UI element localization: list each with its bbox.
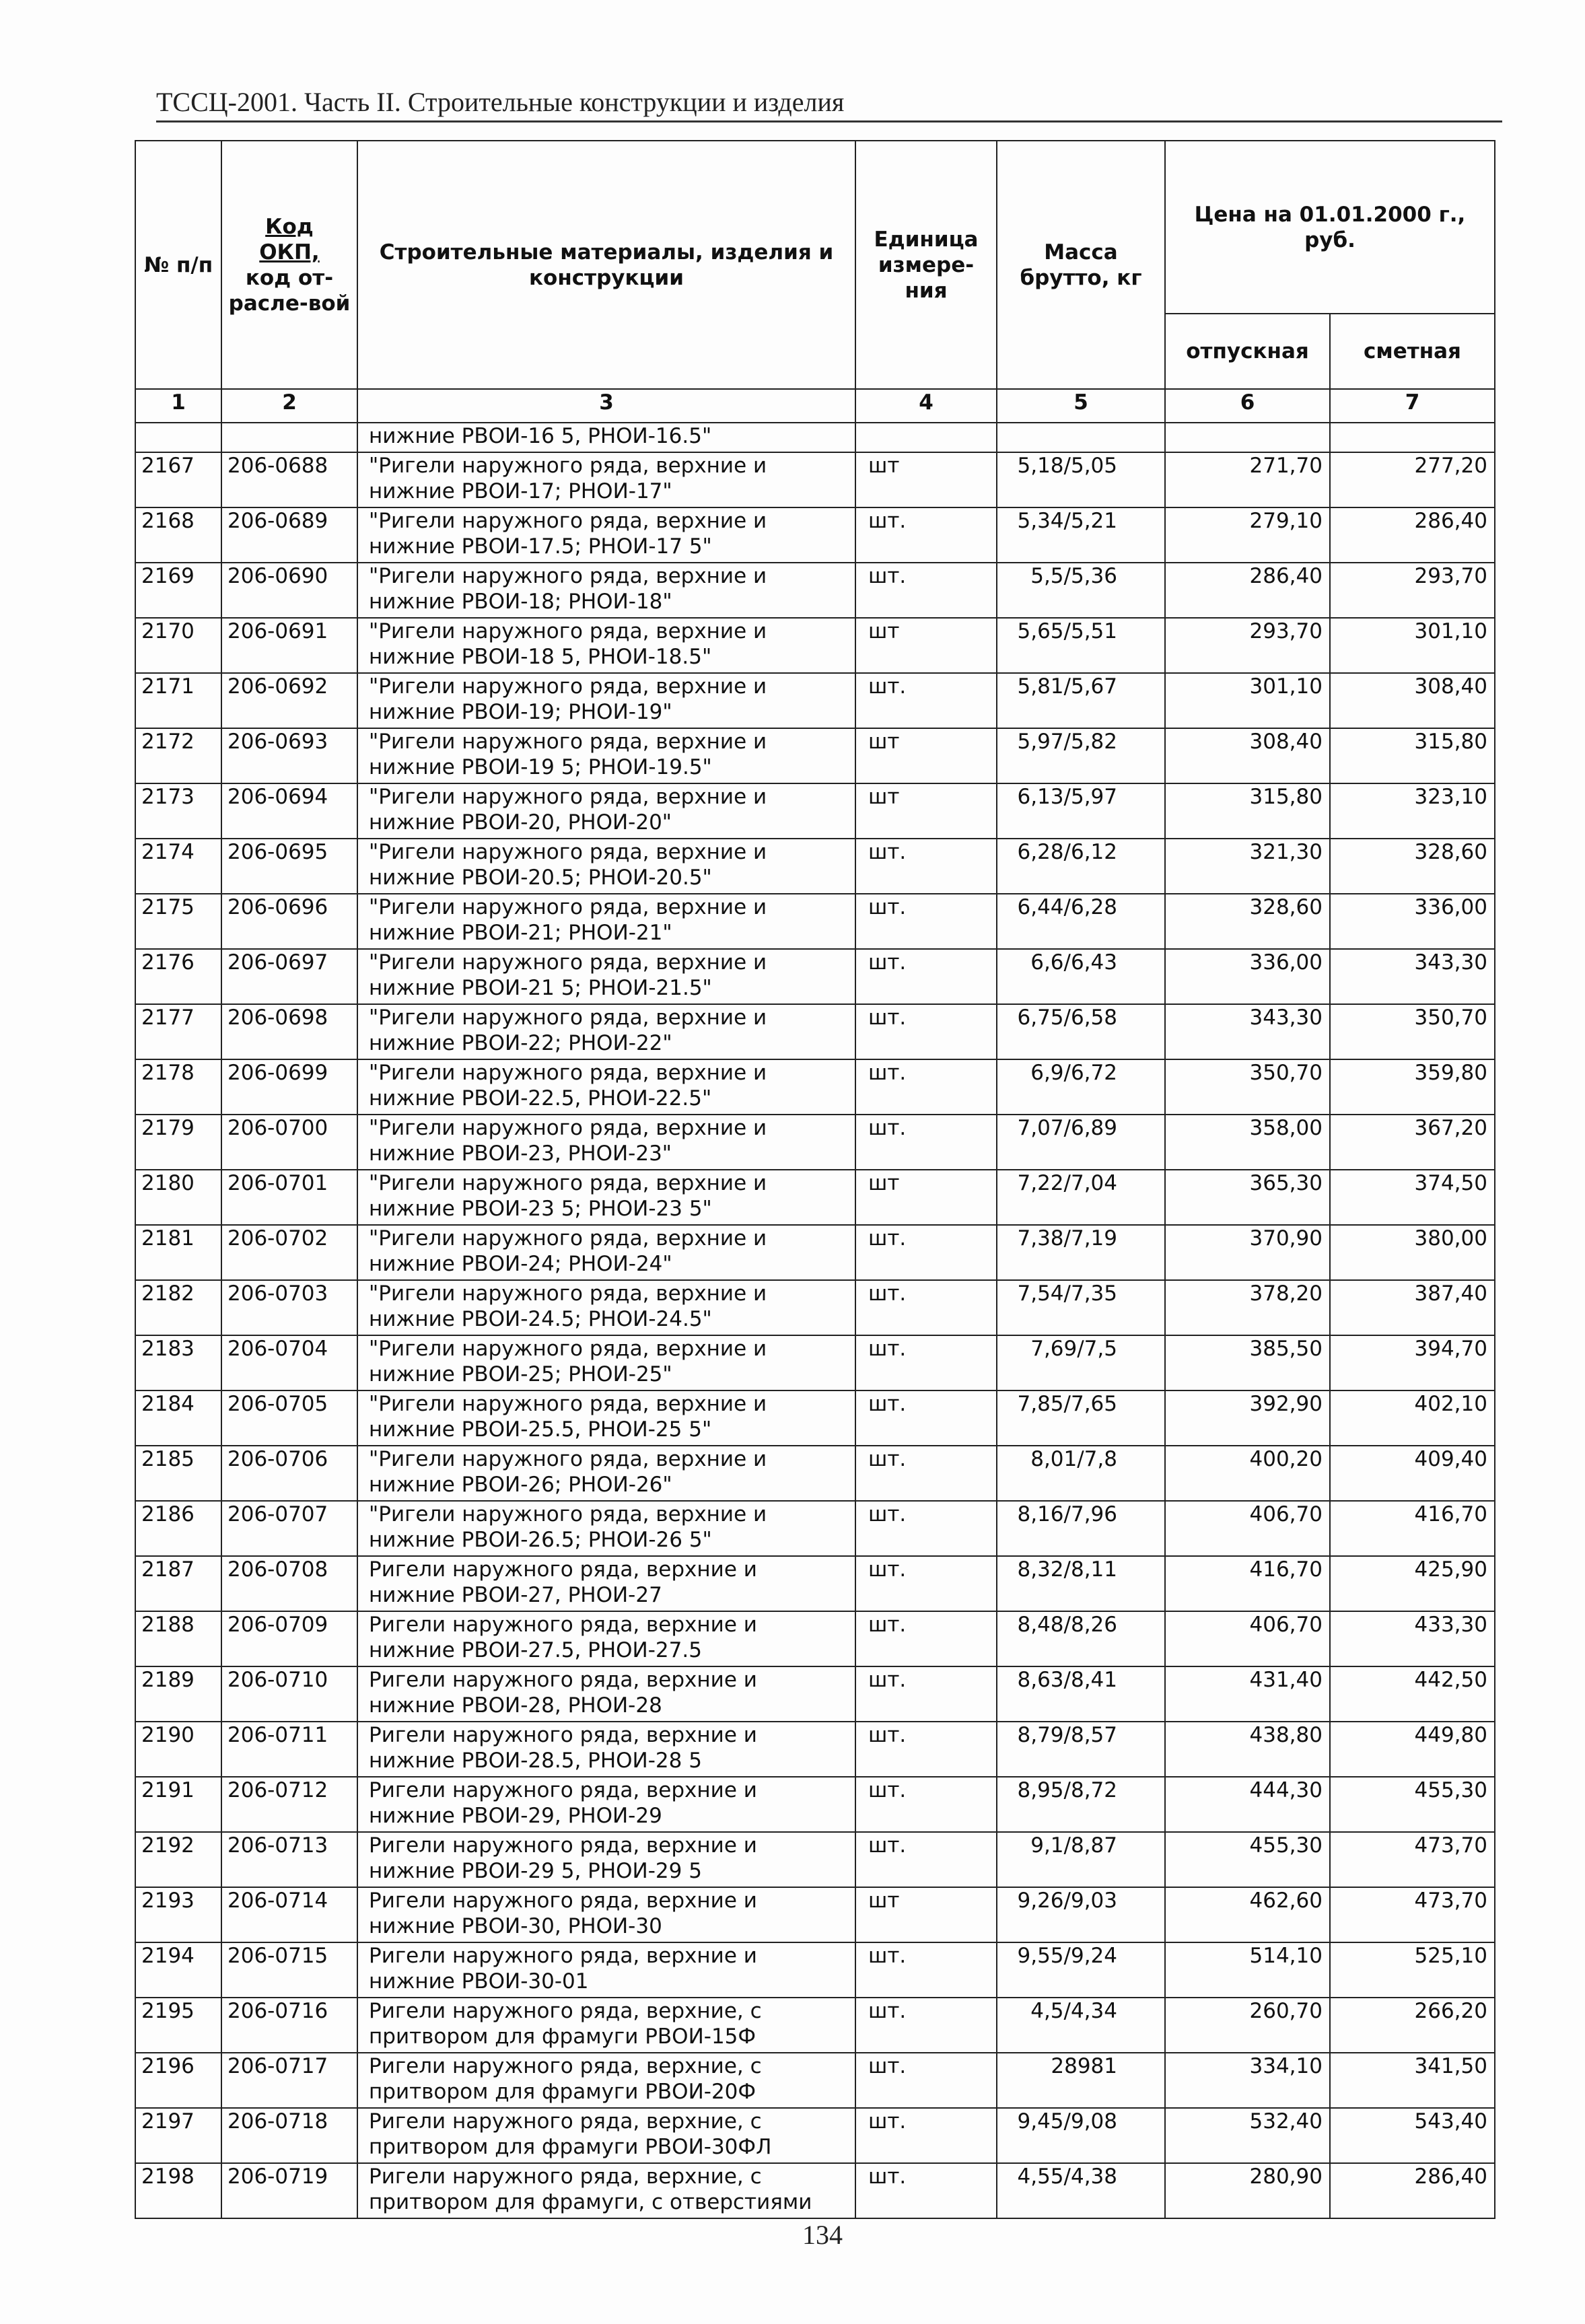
- row-unit: шт.: [855, 949, 997, 1004]
- row-number: 2193: [135, 1887, 221, 1942]
- table-row: [135, 1390, 1495, 1446]
- row-number: 2182: [135, 1280, 221, 1335]
- row-name: "Ригели наружного ряда, верхние и нижние РВОИ-19; РНОИ-19": [357, 673, 855, 728]
- header-price-release: отпускная: [1165, 314, 1330, 389]
- row-code: 206-0713: [221, 1832, 357, 1887]
- row-unit: шт.: [855, 2108, 997, 2163]
- table-row: [135, 1777, 1495, 1832]
- row-name: "Ригели наружного ряда, верхние и нижние РВОИ-24; РНОИ-24": [357, 1225, 855, 1280]
- row-unit: шт.: [855, 1059, 997, 1115]
- row-code: 206-0694: [221, 783, 357, 839]
- row-mass: 7,69/7,5: [997, 1335, 1165, 1390]
- continuation-text: нижние РВОИ-16 5, РНОИ-16.5": [357, 423, 855, 452]
- row-code: 206-0707: [221, 1501, 357, 1556]
- row-unit: шт: [855, 783, 997, 839]
- row-price-estimate: 308,40: [1330, 673, 1495, 728]
- row-price-estimate: 449,80: [1330, 1722, 1495, 1777]
- header-price: Цена на 01.01.2000 г., руб.: [1165, 141, 1495, 314]
- row-name: "Ригели наружного ряда, верхние и нижние РВОИ-21; РНОИ-21": [357, 894, 855, 949]
- row-code: 206-0708: [221, 1556, 357, 1611]
- row-mass: 9,26/9,03: [997, 1887, 1165, 1942]
- table-row: [135, 1887, 1495, 1942]
- row-price-release: 378,20: [1165, 1280, 1330, 1335]
- row-price-release: 532,40: [1165, 2108, 1330, 2163]
- row-code: 206-0716: [221, 1998, 357, 2053]
- row-price-estimate: 315,80: [1330, 728, 1495, 783]
- column-number: 7: [1330, 389, 1495, 423]
- row-code: 206-0704: [221, 1335, 357, 1390]
- row-unit: шт.: [855, 1115, 997, 1170]
- row-price-estimate: 380,00: [1330, 1225, 1495, 1280]
- table-row: [135, 894, 1495, 949]
- row-price-release: 336,00: [1165, 949, 1330, 1004]
- row-number: 2186: [135, 1501, 221, 1556]
- row-price-estimate: 473,70: [1330, 1887, 1495, 1942]
- row-number: 2197: [135, 2108, 221, 2163]
- row-mass: 6,6/6,43: [997, 949, 1165, 1004]
- row-mass: 6,13/5,97: [997, 783, 1165, 839]
- row-price-estimate: 455,30: [1330, 1777, 1495, 1832]
- row-unit: шт.: [855, 1390, 997, 1446]
- row-price-estimate: 394,70: [1330, 1335, 1495, 1390]
- row-mass: 7,38/7,19: [997, 1225, 1165, 1280]
- row-mass: 5,34/5,21: [997, 507, 1165, 563]
- row-unit: шт.: [855, 507, 997, 563]
- row-mass: 6,28/6,12: [997, 839, 1165, 894]
- row-price-estimate: 341,50: [1330, 2053, 1495, 2108]
- row-code: 206-0693: [221, 728, 357, 783]
- row-price-release: 385,50: [1165, 1335, 1330, 1390]
- row-code: 206-0688: [221, 452, 357, 507]
- row-number: 2187: [135, 1556, 221, 1611]
- table-row: [135, 839, 1495, 894]
- row-code: 206-0695: [221, 839, 357, 894]
- column-number: 3: [357, 389, 855, 423]
- column-number: 2: [221, 389, 357, 423]
- row-price-estimate: 374,50: [1330, 1170, 1495, 1225]
- row-unit: шт.: [855, 839, 997, 894]
- row-price-release: 431,40: [1165, 1666, 1330, 1722]
- header-no: № п/п: [135, 141, 221, 389]
- row-mass: 8,63/8,41: [997, 1666, 1165, 1722]
- row-code: 206-0697: [221, 949, 357, 1004]
- row-number: 2190: [135, 1722, 221, 1777]
- row-price-release: 370,90: [1165, 1225, 1330, 1280]
- row-unit: шт: [855, 1170, 997, 1225]
- row-price-release: 343,30: [1165, 1004, 1330, 1059]
- row-name: "Ригели наружного ряда, верхние и нижние РВОИ-25.5, РНОИ-25 5": [357, 1390, 855, 1446]
- row-number: 2185: [135, 1446, 221, 1501]
- table-row: [135, 783, 1495, 839]
- row-unit: шт.: [855, 1446, 997, 1501]
- row-code: 206-0692: [221, 673, 357, 728]
- row-number: 2180: [135, 1170, 221, 1225]
- row-name: "Ригели наружного ряда, верхние и нижние РВОИ-18 5, РНОИ-18.5": [357, 618, 855, 673]
- row-price-estimate: 525,10: [1330, 1942, 1495, 1998]
- row-number: 2181: [135, 1225, 221, 1280]
- row-unit: шт.: [855, 1777, 997, 1832]
- row-name: Ригели наружного ряда, верхние, с притвором для фрамуги РВОИ-15Ф: [357, 1998, 855, 2053]
- row-price-estimate: 336,00: [1330, 894, 1495, 949]
- row-mass: 9,45/9,08: [997, 2108, 1165, 2163]
- header-unit: Единица измере-ния: [855, 141, 997, 389]
- table-row: [135, 1225, 1495, 1280]
- row-number: 2168: [135, 507, 221, 563]
- row-price-estimate: 301,10: [1330, 618, 1495, 673]
- row-price-estimate: 409,40: [1330, 1446, 1495, 1501]
- row-mass: 7,85/7,65: [997, 1390, 1165, 1446]
- row-number: 2176: [135, 949, 221, 1004]
- row-price-release: 271,70: [1165, 452, 1330, 507]
- row-code: 206-0698: [221, 1004, 357, 1059]
- row-code: 206-0711: [221, 1722, 357, 1777]
- row-unit: шт.: [855, 1280, 997, 1335]
- table-row: [135, 1059, 1495, 1115]
- row-price-release: 462,60: [1165, 1887, 1330, 1942]
- row-price-release: 315,80: [1165, 783, 1330, 839]
- row-number: 2192: [135, 1832, 221, 1887]
- row-number: 2170: [135, 618, 221, 673]
- row-mass: 8,16/7,96: [997, 1501, 1165, 1556]
- row-price-estimate: 387,40: [1330, 1280, 1495, 1335]
- row-unit: шт.: [855, 1666, 997, 1722]
- row-unit: шт.: [855, 1501, 997, 1556]
- row-name: Ригели наружного ряда, верхние, с притвором для фрамуги РВОИ-30ФЛ: [357, 2108, 855, 2163]
- column-number: 5: [997, 389, 1165, 423]
- row-price-release: 358,00: [1165, 1115, 1330, 1170]
- row-price-estimate: 328,60: [1330, 839, 1495, 894]
- row-name: "Ригели наружного ряда, верхние и нижние РВОИ-17; РНОИ-17": [357, 452, 855, 507]
- row-code: 206-0690: [221, 563, 357, 618]
- row-number: 2173: [135, 783, 221, 839]
- row-name: "Ригели наружного ряда, верхние и нижние РВОИ-26.5; РНОИ-26 5": [357, 1501, 855, 1556]
- row-name: Ригели наружного ряда, верхние и нижние РВОИ-28, РНОИ-28: [357, 1666, 855, 1722]
- table-row: [135, 507, 1495, 563]
- row-unit: шт.: [855, 1722, 997, 1777]
- row-price-release: 301,10: [1165, 673, 1330, 728]
- row-code: 206-0709: [221, 1611, 357, 1666]
- row-code: 206-0719: [221, 2163, 357, 2218]
- row-code: 206-0710: [221, 1666, 357, 1722]
- row-code: 206-0703: [221, 1280, 357, 1335]
- row-price-estimate: 473,70: [1330, 1832, 1495, 1887]
- row-name: "Ригели наружного ряда, верхние и нижние РВОИ-22.5, РНОИ-22.5": [357, 1059, 855, 1115]
- row-price-release: 328,60: [1165, 894, 1330, 949]
- row-code: 206-0712: [221, 1777, 357, 1832]
- row-price-release: 293,70: [1165, 618, 1330, 673]
- row-number: 2177: [135, 1004, 221, 1059]
- table-row: [135, 1722, 1495, 1777]
- row-number: 2172: [135, 728, 221, 783]
- row-price-estimate: 416,70: [1330, 1501, 1495, 1556]
- row-name: "Ригели наружного ряда, верхние и нижние РВОИ-24.5; РНОИ-24.5": [357, 1280, 855, 1335]
- row-price-estimate: 543,40: [1330, 2108, 1495, 2163]
- row-price-estimate: 367,20: [1330, 1115, 1495, 1170]
- row-price-estimate: 343,30: [1330, 949, 1495, 1004]
- row-code: 206-0701: [221, 1170, 357, 1225]
- row-price-release: 280,90: [1165, 2163, 1330, 2218]
- row-mass: 8,01/7,8: [997, 1446, 1165, 1501]
- table-row: [135, 1115, 1495, 1170]
- row-price-release: 400,20: [1165, 1446, 1330, 1501]
- column-number-row: [135, 389, 1495, 423]
- row-unit: шт.: [855, 563, 997, 618]
- row-mass: 8,79/8,57: [997, 1722, 1165, 1777]
- row-mass: 9,55/9,24: [997, 1942, 1165, 1998]
- row-name: "Ригели наружного ряда, верхние и нижние РВОИ-21 5; РНОИ-21.5": [357, 949, 855, 1004]
- row-name: Ригели наружного ряда, верхние и нижние РВОИ-29, РНОИ-29: [357, 1777, 855, 1832]
- row-unit: шт.: [855, 1004, 997, 1059]
- row-number: 2183: [135, 1335, 221, 1390]
- row-unit: шт.: [855, 1942, 997, 1998]
- row-name: Ригели наружного ряда, верхние, с притвором для фрамуги, с отверстиями: [357, 2163, 855, 2218]
- row-price-estimate: 323,10: [1330, 783, 1495, 839]
- row-number: 2178: [135, 1059, 221, 1115]
- table-row: [135, 563, 1495, 618]
- row-name: Ригели наружного ряда, верхние и нижние РВОИ-27.5, РНОИ-27.5: [357, 1611, 855, 1666]
- table-row: [135, 2163, 1495, 2218]
- row-unit: шт.: [855, 1556, 997, 1611]
- row-mass: 8,95/8,72: [997, 1777, 1165, 1832]
- header-code-line1: Код: [265, 214, 314, 239]
- row-price-estimate: 433,30: [1330, 1611, 1495, 1666]
- row-price-release: 365,30: [1165, 1170, 1330, 1225]
- header-code: [221, 141, 357, 389]
- row-price-estimate: 277,20: [1330, 452, 1495, 507]
- row-mass: 4,55/4,38: [997, 2163, 1165, 2218]
- table-row: [135, 1666, 1495, 1722]
- row-number: 2179: [135, 1115, 221, 1170]
- row-price-release: 438,80: [1165, 1722, 1330, 1777]
- row-number: 2194: [135, 1942, 221, 1998]
- row-unit: шт: [855, 618, 997, 673]
- row-mass: 6,44/6,28: [997, 894, 1165, 949]
- page-header: ТССЦ-2001. Часть II. Строительные конструкции и изделия: [156, 86, 1502, 122]
- row-price-release: 350,70: [1165, 1059, 1330, 1115]
- row-name: Ригели наружного ряда, верхние и нижние РВОИ-27, РНОИ-27: [357, 1556, 855, 1611]
- page-number: 134: [802, 2220, 843, 2250]
- table-row: [135, 1611, 1495, 1666]
- row-name: "Ригели наружного ряда, верхние и нижние РВОИ-23 5; РНОИ-23 5": [357, 1170, 855, 1225]
- row-name: "Ригели наружного ряда, верхние и нижние РВОИ-20, РНОИ-20": [357, 783, 855, 839]
- row-mass: 5,18/5,05: [997, 452, 1165, 507]
- row-name: "Ригели наружного ряда, верхние и нижние РВОИ-25; РНОИ-25": [357, 1335, 855, 1390]
- row-name: "Ригели наружного ряда, верхние и нижние РВОИ-26; РНОИ-26": [357, 1446, 855, 1501]
- row-name: "Ригели наружного ряда, верхние и нижние РВОИ-18; РНОИ-18": [357, 563, 855, 618]
- header-name: Строительные материалы, изделия и конструкции: [357, 141, 855, 389]
- row-price-estimate: 442,50: [1330, 1666, 1495, 1722]
- row-price-estimate: 286,40: [1330, 507, 1495, 563]
- row-unit: шт.: [855, 2053, 997, 2108]
- row-number: 2167: [135, 452, 221, 507]
- row-unit: шт.: [855, 1611, 997, 1666]
- row-code: 206-0700: [221, 1115, 357, 1170]
- table-row: [135, 1942, 1495, 1998]
- column-number: 6: [1165, 389, 1330, 423]
- row-price-estimate: 402,10: [1330, 1390, 1495, 1446]
- row-mass: 8,32/8,11: [997, 1556, 1165, 1611]
- row-mass: 5,5/5,36: [997, 563, 1165, 618]
- row-code: 206-0696: [221, 894, 357, 949]
- row-mass: 28981: [997, 2053, 1165, 2108]
- row-mass: 5,65/5,51: [997, 618, 1165, 673]
- row-price-release: 286,40: [1165, 563, 1330, 618]
- row-price-release: 279,10: [1165, 507, 1330, 563]
- price-table: [135, 140, 1495, 2219]
- row-name: "Ригели наружного ряда, верхние и нижние РВОИ-20.5; РНОИ-20.5": [357, 839, 855, 894]
- row-price-estimate: 425,90: [1330, 1556, 1495, 1611]
- row-mass: 6,9/6,72: [997, 1059, 1165, 1115]
- row-unit: шт.: [855, 2163, 997, 2218]
- row-code: 206-0706: [221, 1446, 357, 1501]
- row-mass: 8,48/8,26: [997, 1611, 1165, 1666]
- row-price-release: 406,70: [1165, 1611, 1330, 1666]
- table-row: [135, 1335, 1495, 1390]
- row-name: Ригели наружного ряда, верхние и нижние РВОИ-30, РНОИ-30: [357, 1887, 855, 1942]
- table-row: [135, 2053, 1495, 2108]
- row-price-release: 321,30: [1165, 839, 1330, 894]
- row-name: Ригели наружного ряда, верхние, с притвором для фрамуги РВОИ-20Ф: [357, 2053, 855, 2108]
- row-number: 2174: [135, 839, 221, 894]
- row-number: 2184: [135, 1390, 221, 1446]
- row-price-release: 392,90: [1165, 1390, 1330, 1446]
- row-price-release: 444,30: [1165, 1777, 1330, 1832]
- table-row: [135, 452, 1495, 507]
- row-code: 206-0715: [221, 1942, 357, 1998]
- header-code-line2: ОКП,: [259, 240, 320, 265]
- row-unit: шт: [855, 728, 997, 783]
- table-row: [135, 949, 1495, 1004]
- table-row: [135, 2108, 1495, 2163]
- row-name: Ригели наружного ряда, верхние и нижние РВОИ-30-01: [357, 1942, 855, 1998]
- column-number: 4: [855, 389, 997, 423]
- row-price-release: 308,40: [1165, 728, 1330, 783]
- row-name: Ригели наружного ряда, верхние и нижние РВОИ-28.5, РНОИ-28 5: [357, 1722, 855, 1777]
- header-mass: Масса брутто, кг: [997, 141, 1165, 389]
- row-number: 2169: [135, 563, 221, 618]
- row-unit: шт: [855, 1887, 997, 1942]
- row-price-release: 334,10: [1165, 2053, 1330, 2108]
- row-name: Ригели наружного ряда, верхние и нижние РВОИ-29 5, РНОИ-29 5: [357, 1832, 855, 1887]
- row-price-estimate: 293,70: [1330, 563, 1495, 618]
- row-number: 2198: [135, 2163, 221, 2218]
- row-mass: 7,07/6,89: [997, 1115, 1165, 1170]
- row-name: "Ригели наружного ряда, верхние и нижние РВОИ-17.5; РНОИ-17 5": [357, 507, 855, 563]
- table-row: [135, 618, 1495, 673]
- table-row: [135, 1501, 1495, 1556]
- row-price-estimate: 266,20: [1330, 1998, 1495, 2053]
- row-code: 206-0705: [221, 1390, 357, 1446]
- row-mass: 7,54/7,35: [997, 1280, 1165, 1335]
- row-unit: шт.: [855, 1335, 997, 1390]
- row-price-release: 260,70: [1165, 1998, 1330, 2053]
- table-row: [135, 1004, 1495, 1059]
- row-code: 206-0702: [221, 1225, 357, 1280]
- table-row: [135, 1998, 1495, 2053]
- row-price-release: 455,30: [1165, 1832, 1330, 1887]
- row-price-release: 416,70: [1165, 1556, 1330, 1611]
- row-unit: шт.: [855, 1998, 997, 2053]
- row-code: 206-0718: [221, 2108, 357, 2163]
- row-code: 206-0691: [221, 618, 357, 673]
- row-price-estimate: 359,80: [1330, 1059, 1495, 1115]
- row-unit: шт.: [855, 894, 997, 949]
- column-number: 1: [135, 389, 221, 423]
- table-row: [135, 1446, 1495, 1501]
- row-unit: шт.: [855, 1832, 997, 1887]
- row-name: "Ригели наружного ряда, верхние и нижние РВОИ-23, РНОИ-23": [357, 1115, 855, 1170]
- row-mass: 7,22/7,04: [997, 1170, 1165, 1225]
- table-row: [135, 1170, 1495, 1225]
- row-unit: шт.: [855, 1225, 997, 1280]
- row-number: 2189: [135, 1666, 221, 1722]
- row-mass: 6,75/6,58: [997, 1004, 1165, 1059]
- row-number: 2171: [135, 673, 221, 728]
- row-number: 2196: [135, 2053, 221, 2108]
- row-name: "Ригели наружного ряда, верхние и нижние РВОИ-19 5; РНОИ-19.5": [357, 728, 855, 783]
- table-row: [135, 673, 1495, 728]
- row-price-estimate: 286,40: [1330, 2163, 1495, 2218]
- row-unit: шт.: [855, 673, 997, 728]
- row-number: 2188: [135, 1611, 221, 1666]
- row-price-release: 406,70: [1165, 1501, 1330, 1556]
- row-number: 2191: [135, 1777, 221, 1832]
- row-number: 2175: [135, 894, 221, 949]
- table-row: [135, 728, 1495, 783]
- row-mass: 5,81/5,67: [997, 673, 1165, 728]
- row-mass: 9,1/8,87: [997, 1832, 1165, 1887]
- row-unit: шт: [855, 452, 997, 507]
- row-price-estimate: 350,70: [1330, 1004, 1495, 1059]
- row-code: 206-0714: [221, 1887, 357, 1942]
- row-code: 206-0717: [221, 2053, 357, 2108]
- row-code: 206-0689: [221, 507, 357, 563]
- row-number: 2195: [135, 1998, 221, 2053]
- continuation-row: [135, 423, 1495, 452]
- row-price-release: 514,10: [1165, 1942, 1330, 1998]
- table-row: [135, 1280, 1495, 1335]
- row-name: "Ригели наружного ряда, верхние и нижние РВОИ-22; РНОИ-22": [357, 1004, 855, 1059]
- table-row: [135, 1556, 1495, 1611]
- header-code-line3: код от-расле-вой: [228, 265, 351, 316]
- table-row: [135, 1832, 1495, 1887]
- header-price-estimate: сметная: [1330, 314, 1495, 389]
- row-code: 206-0699: [221, 1059, 357, 1115]
- row-mass: 5,97/5,82: [997, 728, 1165, 783]
- row-mass: 4,5/4,34: [997, 1998, 1165, 2053]
